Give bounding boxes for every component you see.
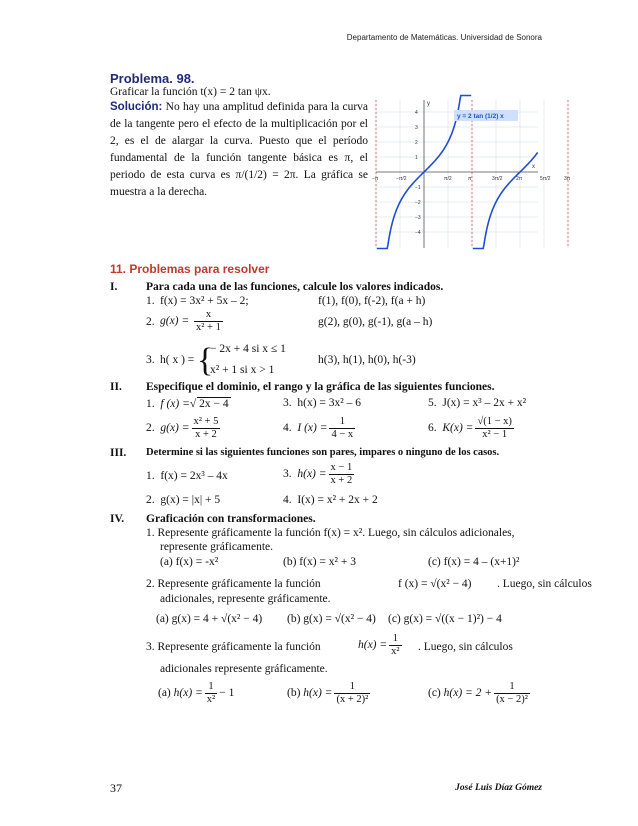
II-item-3 — [283, 397, 361, 409]
y-axis-label: y — [427, 101, 430, 107]
II-item-2-label: 2. — [146, 422, 155, 435]
IV-p3-opt-c-lhs: h(x) = 2 + — [443, 687, 493, 700]
I-item-1-expr: f(x) = 3x² + 5x – 2; — [160, 295, 249, 307]
IV-p3-func — [358, 633, 404, 658]
roman-IV: IV. — [110, 513, 125, 525]
IV-p3b: . Luego, sin cálculos — [418, 641, 513, 653]
I-item-2-values: g(2), g(0), g(-1), g(a – h) — [318, 316, 433, 328]
roman-III: III. — [110, 447, 127, 459]
II-item-4-num: 1 — [339, 416, 345, 427]
III-item-1-label: 1. — [146, 470, 155, 482]
II-item-6-num: √(1 − x) — [477, 416, 512, 427]
problem-title: Problema. 98. — [110, 71, 195, 86]
II-item-6-label: 6. — [428, 422, 437, 435]
II-item-1-radicand: 2x − 4 — [199, 398, 229, 410]
page-number: 37 — [110, 781, 122, 795]
x-tick-label: −π — [372, 176, 379, 182]
section-title: 11. Problemas para resolver — [110, 262, 270, 276]
IV-p2b: . Luego, sin cálculos — [497, 578, 592, 590]
x-tick-label: 5π/2 — [540, 176, 551, 182]
y-tick-label: 3 — [415, 125, 418, 131]
IV-p1-opt-a: (a) f(x) = -x² — [160, 556, 219, 568]
problem-statement: Graficar la función t(x) = 2 tan ψx. — [110, 86, 271, 98]
y-tick-label: −2 — [415, 200, 421, 206]
I-item-3-lhs: h( x ) = — [160, 354, 195, 366]
roman-II: II. — [110, 381, 122, 393]
IV-p1-opt-c: (c) f(x) = 4 – (x+1)² — [428, 556, 520, 568]
y-tick-label: 2 — [415, 140, 418, 146]
roman-I: I. — [110, 281, 118, 293]
author-name: José Luis Díaz Gómez — [455, 783, 542, 793]
solution-text: No hay una amplitud definida para la curva de la tangente pero el efecto de la multiplicación por el 2, es el de alargar la curva. Puesto que el período fundamental de la función tangente básica es π, el periodo de esta curva es π/(1/2) = 2π. La gráfica se muestra a la derecha. — [110, 101, 368, 198]
IV-p3-opt-a-num: 1 — [208, 681, 214, 692]
x-tick-label: 3π/2 — [492, 176, 503, 182]
II-item-4-den: 4 − x — [331, 429, 354, 440]
I-item-1-label: 1. — [146, 295, 155, 307]
x-tick-label: π/2 — [444, 176, 452, 182]
IV-p3a: 3. Represente gráficamente la función — [146, 641, 321, 653]
I-item-1-values: f(1), f(0), f(-2), f(a + h) — [318, 295, 426, 307]
IV-p2a: 2. Represente gráficamente la función — [146, 578, 321, 590]
II-item-5-expr: J(x) = x³ – 2x + x² — [442, 397, 527, 409]
heading-III: Determine si las siguientes funciones son pares, impares o ninguno de los casos. — [146, 447, 500, 458]
IV-p3-opt-a-tail: − 1 — [219, 687, 235, 700]
III-item-3-lhs: h(x) = — [297, 468, 327, 481]
III-item-3-label: 3. — [283, 468, 292, 481]
III-item-2-label: 2. — [146, 494, 155, 506]
II-item-5-label: 5. — [428, 397, 437, 409]
I-item-2-den: x² + 1 — [196, 322, 221, 333]
III-item-3-den: x + 2 — [330, 475, 353, 486]
IV-p3-opt-a-label: (a) — [158, 687, 171, 700]
IV-p3-opt-a-lhs: h(x) = — [173, 687, 203, 700]
II-item-6 — [428, 416, 516, 441]
II-item-2-num: x² + 5 — [193, 416, 219, 427]
IV-p3-den: x² — [391, 646, 400, 657]
II-item-6-fraction — [475, 416, 513, 441]
II-item-5 — [428, 397, 526, 409]
I-item-3-row1: − 2x + 4 si x ≤ 1 — [210, 343, 286, 355]
IV-p2-opt-a: (a) g(x) = 4 + √(x² − 4) — [156, 613, 263, 625]
II-item-6-den: x² − 1 — [475, 428, 513, 441]
IV-p3-opt-a — [158, 681, 234, 706]
IV-p3-opt-c-label: (c) — [428, 687, 441, 700]
II-item-4-label: 4. — [283, 422, 292, 435]
x-tick-label: 3π — [564, 176, 571, 182]
y-tick-label: −3 — [415, 215, 421, 221]
IV-p1b: represente gráficamente. — [160, 541, 274, 553]
IV-p2-func: f (x) = √(x² − 4) — [398, 578, 472, 590]
y-tick-label: −4 — [415, 230, 421, 236]
x-tick-label: π — [468, 176, 472, 182]
IV-p1-opt-b: (b) f(x) = x² + 3 — [283, 556, 356, 568]
III-item-1 — [146, 470, 228, 482]
page-header: Departamento de Matemáticas. Universidad de Sonora — [346, 33, 542, 42]
I-item-3-values: h(3), h(1), h(0), h(-3) — [318, 354, 416, 366]
heading-IV: Graficación con transformaciones. — [146, 513, 316, 525]
IV-p3-opt-b-lhs: h(x) = — [303, 687, 333, 700]
heading-II: Especifique el dominio, el rango y la gráfica de las siguientes funciones. — [146, 381, 495, 393]
heading-I: Para cada una de las funciones, calcule los valores indicados. — [146, 281, 444, 293]
II-item-3-label: 3. — [283, 397, 292, 409]
IV-p3-opt-c-num: 1 — [509, 681, 515, 692]
I-item-2-num: x — [205, 309, 212, 320]
II-item-4-fraction — [329, 416, 355, 441]
tangent-graph — [372, 96, 571, 250]
III-item-3 — [283, 462, 356, 487]
II-item-3-expr: h(x) = 3x² – 6 — [297, 397, 361, 409]
IV-p3-opt-a-fraction — [205, 681, 217, 706]
III-item-4-label: 4. — [283, 494, 292, 506]
II-item-2 — [146, 416, 222, 441]
IV-p3-opt-b — [287, 681, 372, 706]
IV-p1: 1. Represente gráficamente la función f(x) = x². Luego, sin cálculos adicionales, — [146, 527, 515, 539]
III-item-4 — [283, 494, 378, 506]
II-item-2-lhs: g(x) = — [160, 422, 190, 435]
IV-p3c: adicionales represente gráficamente. — [160, 663, 328, 675]
III-item-3-fraction — [329, 462, 355, 487]
IV-p3-lhs: h(x) = — [358, 639, 388, 652]
III-item-4-expr: I(x) = x² + 2x + 2 — [297, 494, 378, 506]
I-item-3-label: 3. — [146, 354, 155, 366]
III-item-2 — [146, 494, 220, 506]
IV-p3-opt-c-den: (x − 2)² — [496, 694, 528, 705]
I-item-3-row2: x² + 1 si x > 1 — [210, 364, 275, 376]
III-item-1-expr: f(x) = 2x³ – 4x — [160, 470, 228, 482]
y-tick-label: 1 — [415, 155, 418, 161]
IV-p3-opt-c — [428, 681, 532, 706]
IV-p2-opt-c: (c) g(x) = √((x − 1)²) − 4 — [388, 613, 502, 625]
IV-p3-opt-b-den: (x + 2)² — [336, 694, 369, 705]
IV-p3-num: 1 — [392, 633, 398, 644]
II-item-6-lhs: K(x) = — [442, 422, 474, 435]
III-item-3-num: x − 1 — [330, 462, 353, 473]
IV-p3-opt-b-num: 1 — [349, 681, 355, 692]
II-item-4 — [283, 416, 357, 441]
I-item-2-label: 2. — [146, 316, 155, 328]
I-item-2-lhs: g(x) = — [160, 315, 190, 328]
II-item-1-lhs: f (x) = — [160, 398, 190, 410]
piecewise-brace-icon: { — [197, 342, 214, 379]
II-item-2-fraction — [192, 416, 221, 441]
IV-p2c: adicionales, represente gráficamente. — [160, 593, 331, 605]
II-item-1: 1. f (x) =√ 2x − 4 — [146, 398, 229, 410]
II-item-2-den: x + 2 — [192, 428, 221, 441]
IV-p3-opt-b-fraction — [334, 681, 370, 706]
x-tick-label: −π/2 — [396, 176, 407, 182]
solution-label: Solución: — [110, 101, 163, 113]
x-tick-labels — [372, 176, 571, 182]
IV-p3-fraction — [389, 633, 401, 658]
IV-p3-opt-c-fraction — [494, 681, 530, 706]
x-tick-label: 2π — [516, 176, 523, 182]
solution-paragraph — [110, 99, 368, 201]
II-item-1-label: 1. — [146, 398, 155, 410]
graph-legend: y = 2 tan (1/2) x — [457, 113, 504, 120]
IV-p3-opt-a-den: x² — [206, 694, 216, 705]
IV-p3-opt-b-label: (b) — [287, 687, 301, 700]
III-item-2-expr: g(x) = |x| + 5 — [160, 494, 221, 506]
x-axis-label: x — [532, 164, 535, 170]
y-tick-label: −1 — [415, 185, 421, 191]
IV-p2-opt-b: (b) g(x) = √(x² − 4) — [287, 613, 376, 625]
I-item-2-fraction — [194, 309, 223, 334]
I-item-2-expr — [160, 309, 225, 334]
II-item-4-lhs: I (x) = — [297, 422, 328, 435]
y-tick-label: 4 — [415, 110, 418, 116]
